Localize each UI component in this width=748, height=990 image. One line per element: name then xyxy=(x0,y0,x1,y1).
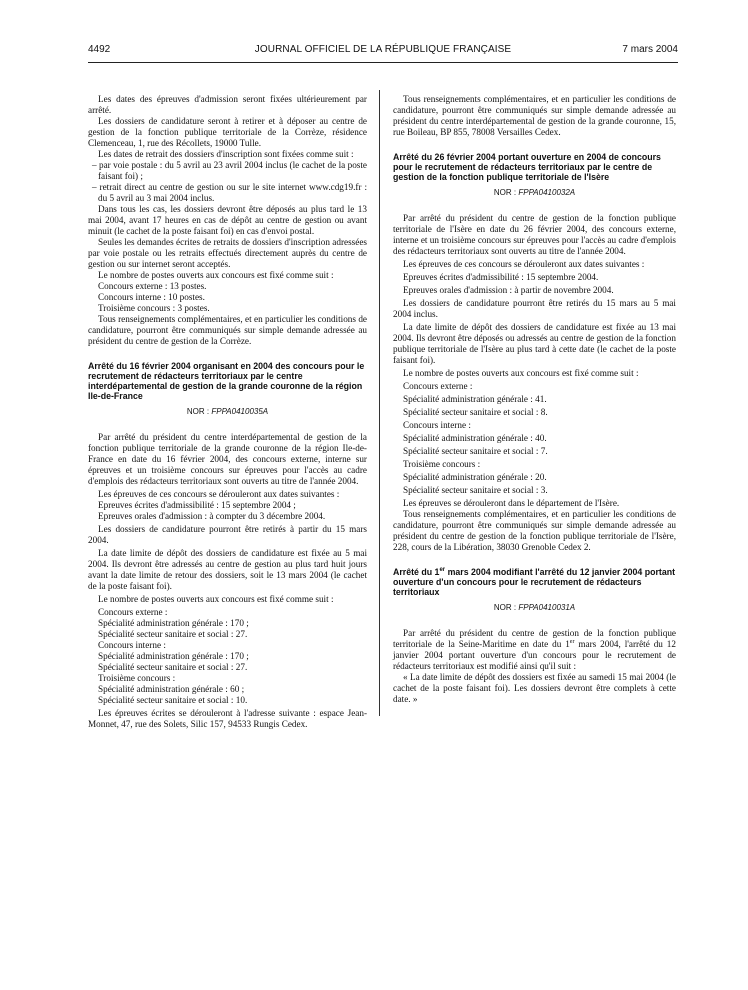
list-item: Spécialité secteur sanitaire et social : 8. xyxy=(403,407,548,417)
list-item: Troisième concours : 3 postes. xyxy=(98,303,210,313)
paragraph: Tous renseignements complémentaires, et en particulier les conditions de candidature, pourront être communiqués sur simple demande adressée au président du centre interdépartemental de gestion de la grande couronne, 15, rue Boileau, BP 855, 78008 Versailles Cedex. xyxy=(393,94,676,137)
journal-title: JOURNAL OFFICIEL DE LA RÉPUBLIQUE FRANÇAISE xyxy=(254,44,512,55)
paragraph: La date limite de dépôt des dossiers de candidature est fixée au 5 mai 2004. Ils devront être adressés au centre de gestion au plus tard huit jours avant la date limite de retour des dossiers, soit le 13 mars 2004 (le cachet de la poste faisant foi). xyxy=(88,548,367,591)
paragraph: Les dossiers de candidature pourront être retirés à partir du 15 mars 2004. xyxy=(88,524,367,545)
nor-reference: NOR : FPPA0410032A xyxy=(493,188,576,197)
paragraph: Les épreuves de ces concours se dérouleront aux dates suivantes : xyxy=(403,259,645,269)
paragraph: Les dossiers de candidature seront à retirer et à déposer au centre de gestion de la fonction publique territoriale de la Corrèze, résidence Clemenceau, 1, rue des Récollets, 19000 Tulle. xyxy=(88,116,367,148)
list-item: Spécialité secteur sanitaire et social : 27. xyxy=(98,662,248,672)
list-item: Spécialité administration générale : 170 ; xyxy=(98,618,249,628)
decree-title: Arrêté du 26 février 2004 portant ouverture en 2004 de concours pour le recrutement de rédacteurs territoriaux par le centre de gestion de la fonction publique territoriale de l'Isère xyxy=(393,152,661,182)
paragraph: Tous renseignements complémentaires, et en particulier les conditions de candidature, pourront être communiqués sur simple demande adressée au président du centre de gestion de la Corrèze. xyxy=(88,314,367,346)
list-item: Spécialité secteur sanitaire et social : 10. xyxy=(98,695,248,705)
paragraph: Les épreuves écrites se dérouleront à l'adresse suivante : espace Jean-Monnet, 47, rue des Solets, Silic 157, 94533 Rungis Cedex. xyxy=(88,708,367,729)
bullet-item: – par voie postale : du 5 avril au 23 avril 2004 inclus (le cachet de la poste faisant foi) ; xyxy=(92,160,367,181)
bullet-item: – retrait direct au centre de gestion ou sur le site internet www.cdg19.fr : du 5 avril au 3 mai 2004 inclus. xyxy=(92,182,367,203)
list-item: Epreuves orales d'admission : à compter du 3 décembre 2004. xyxy=(98,511,326,521)
decree-title: Arrêté du 1er mars 2004 modifiant l'arrêté du 12 janvier 2004 portant ouverture d'un concours pour le recrutement de rédacteurs territoriaux xyxy=(393,567,676,597)
list-item: Epreuves écrites d'admissibilité : 15 septembre 2004. xyxy=(403,272,599,282)
quoted-paragraph: « La date limite de dépôt des dossiers est fixée au samedi 15 mai 2004 (le cachet de la poste faisant foi). Les dossiers devront être complets à cette date. » xyxy=(393,672,676,704)
list-item: Spécialité administration générale : 40. xyxy=(403,433,547,443)
list-item: Concours externe : xyxy=(98,607,168,617)
list-item: Troisième concours : xyxy=(98,673,176,683)
list-item: Concours externe : xyxy=(403,381,473,391)
paragraph: Seules les demandes écrites de retraits de dossiers d'inscription adressées par voie postale ou les retraits effectués directement auprès du centre de gestion ou sur internet seront acceptés. xyxy=(88,237,367,269)
paragraph: Par arrêté du président du centre de gestion de la fonction publique territoriale de l'Isère en date du 26 février 2004, des concours externe, interne et un troisième concours sur épreuves pour l'accès au cadre d'emplois des rédacteurs territoriaux sont ouverts au titre de l'année 2004. xyxy=(393,213,676,256)
left-column xyxy=(88,94,367,730)
paragraph: Le nombre de postes ouverts aux concours est fixé comme suit : xyxy=(98,270,334,280)
issue-date: 7 mars 2004 xyxy=(622,44,678,55)
header-rule xyxy=(88,62,678,63)
list-item: Spécialité administration générale : 170 ; xyxy=(98,651,249,661)
list-item: Spécialité administration générale : 60 ; xyxy=(98,684,245,694)
list-item: Spécialité administration générale : 20. xyxy=(403,472,547,482)
list-item: Troisième concours : xyxy=(403,459,481,469)
paragraph: Les dossiers de candidature pourront être retirés du 15 mars au 5 mai 2004 inclus. xyxy=(393,298,676,319)
nor-reference: NOR : FPPA0410031A xyxy=(493,603,576,612)
list-item: Concours externe : 13 postes. xyxy=(98,281,207,291)
paragraph: Les épreuves de ces concours se dérouleront aux dates suivantes : xyxy=(98,489,340,499)
paragraph: Tous renseignements complémentaires, et en particulier les conditions de candidature, pourront être communiqués sur simple demande adressée au président du centre de gestion de la fonction publique territoriale de l'Isère, 228, cours de la Libération, 38030 Grenoble Cedex 2. xyxy=(393,509,676,552)
paragraph: Par arrêté du président du centre interdépartemental de gestion de la fonction publique territoriale de la grande couronne de la région Ile-de-France en date du 16 février 2004, des concours externe, interne sur épreuves et un troisième concours sur épreuves pour l'accès au cadre d'emplois des rédacteurs territoriaux sont ouverts au titre de l'année 2004. xyxy=(88,432,367,486)
column-divider xyxy=(379,90,380,716)
list-item: Concours interne : xyxy=(403,420,471,430)
paragraph: Les dates de retrait des dossiers d'inscription sont fixées comme suit : xyxy=(98,149,354,159)
page-header xyxy=(88,44,678,60)
page-number: 4492 xyxy=(88,44,111,55)
paragraph: Les dates des épreuves d'admission seront fixées ultérieurement par arrêté. xyxy=(88,94,367,115)
list-item: Concours interne : 10 postes. xyxy=(98,292,205,302)
paragraph: Le nombre de postes ouverts aux concours est fixé comme suit : xyxy=(98,594,334,604)
list-item: Spécialité secteur sanitaire et social : 7. xyxy=(403,446,548,456)
nor-reference: NOR : FPPA0410035A xyxy=(186,407,269,416)
paragraph: La date limite de dépôt des dossiers de candidature est fixée au 13 mai 2004. Ils devront être déposés ou adressés au centre de gestion de la fonction publique territoriale de l'Isère au plus tard à cette date (le cachet de la poste faisant foi). xyxy=(393,322,676,365)
list-item: Spécialité administration générale : 41. xyxy=(403,394,547,404)
list-item: Spécialité secteur sanitaire et social : 3. xyxy=(403,485,548,495)
list-item: Epreuves écrites d'admissibilité : 15 septembre 2004 ; xyxy=(98,500,296,510)
paragraph: Les épreuves se dérouleront dans le département de l'Isère. xyxy=(403,498,620,508)
paragraph: Le nombre de postes ouverts aux concours est fixé comme suit : xyxy=(403,368,639,378)
list-item: Spécialité secteur sanitaire et social : 27. xyxy=(98,629,248,639)
right-column xyxy=(393,94,676,705)
decree-title: Arrêté du 16 février 2004 organisant en 2004 des concours pour le recrutement de rédacteurs territoriaux par le centre interdépartemental de gestion de la grande couronne de la région Ile-de-France xyxy=(88,361,365,401)
list-item: Epreuves orales d'admission : à partir de novembre 2004. xyxy=(403,285,614,295)
paragraph: Dans tous les cas, les dossiers devront être déposés au plus tard le 13 mai 2004, avant 17 heures en cas de dépôt au centre de gestion ou avant minuit (le cachet de la poste faisant foi) en cas d'envoi postal. xyxy=(88,204,367,236)
list-item: Concours interne : xyxy=(98,640,166,650)
paragraph: Par arrêté du président du centre de gestion de la fonction publique territoriale de la Seine-Maritime en date du 1er mars 2004, l'arrêté du 12 janvier 2004 portant ouverture d'un concours pour le recrutement de rédacteurs territoriaux est modifié ainsi qu'il suit : xyxy=(393,628,676,671)
